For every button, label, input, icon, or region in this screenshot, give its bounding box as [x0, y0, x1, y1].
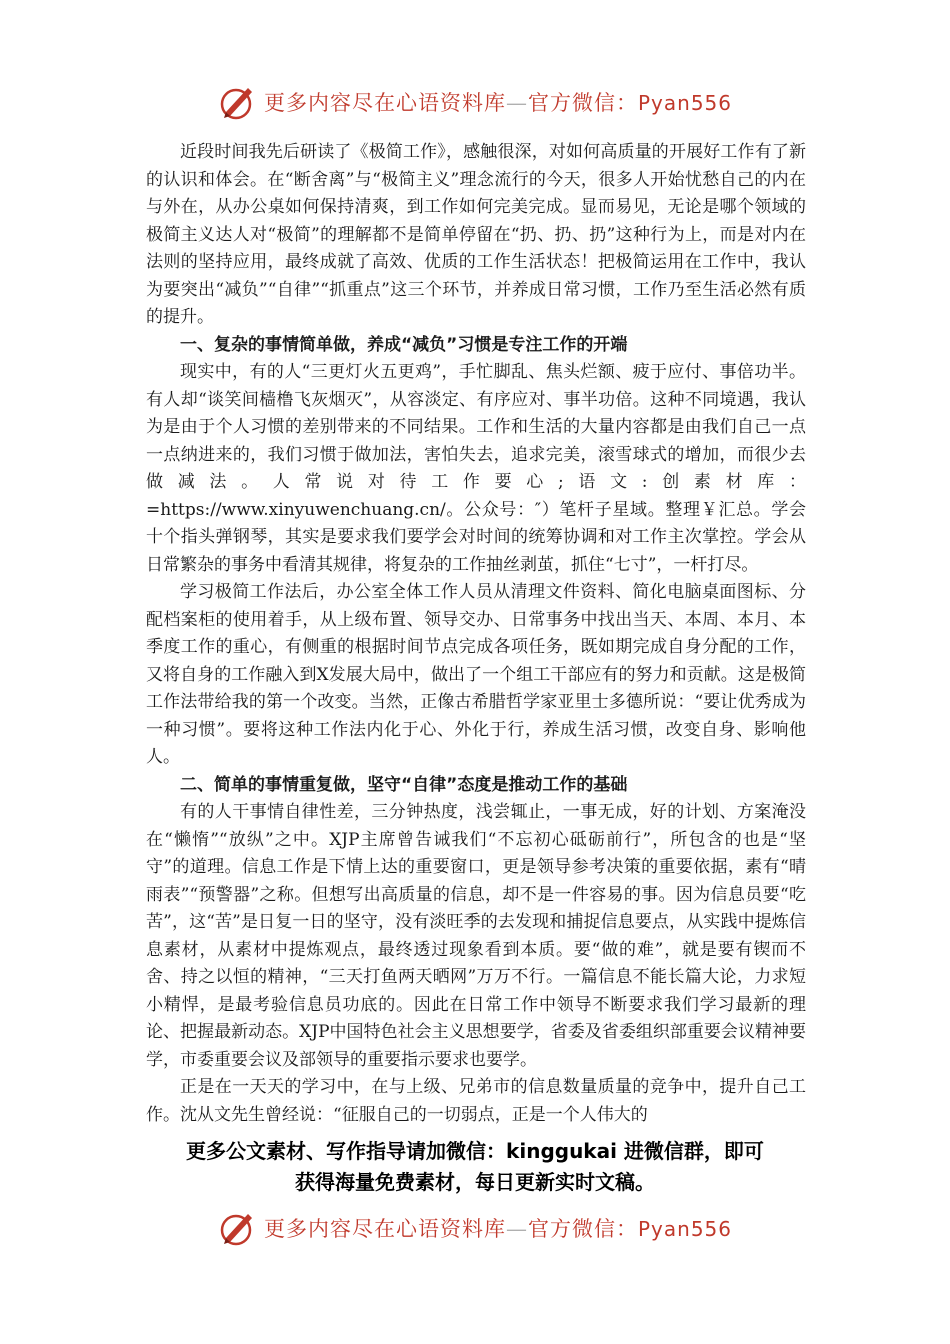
- header-banner: [0, 80, 950, 124]
- section-heading: 二、简单的事情重复做，坚守“自律”态度是推动工作的基础: [180, 774, 628, 795]
- footer-separator: —: [505, 1217, 528, 1241]
- footer-contact-id: Pyan556: [637, 1217, 732, 1241]
- promo-line-1: 更多公文素材、写作指导请加微信：kinggukai 进微信群，即可: [186, 1139, 764, 1163]
- banner-contact-id: Pyan556: [637, 91, 732, 115]
- footer-contact-prefix: 官方微信：: [527, 1217, 638, 1241]
- paragraph: 有的人干事情自律性差，三分钟热度，浅尝辄止，一事无成，好的计划、方案淹没在“懒惰”“放纵”之中。XJP主席曾告诫我们“不忘初心砥砺前行”，所包含的也是“坚守”的道理。信息工作是下情上达的重要窗口，更是领导参考决策的重要依据，素有“晴雨表”“预警器”之称。但想写出高质量的信息，却不是一件容易的事。因为信息员要“吃苦”，这“苦”是日复一日的坚守，没有淡旺季的去发现和捕捉信息要点，从实践中提炼信息素材，从素材中提炼观点，最终透过现象看到本质。要“做的难”，就是要有锲而不舍、持之以恒的精神，“三天打鱼两天晒网”万万不行。一篇信息不能长篇大论，力求短小精悍，是最考验信息员功底的。因此在日常工作中领导不断要求我们学习最新的理论、把握最新动态。XJP中国特色社会主义思想要学，省委及省委组织部重要会议精神要学，市委重要会议及部领导的重要指示要求也要学。: [146, 802, 806, 1070]
- footer-title: 更多内容尽在心语资料库: [263, 1217, 506, 1241]
- promo-line-2: 获得海量免费素材，每日更新实时文稿。: [295, 1170, 655, 1194]
- banner-separator: —: [505, 91, 528, 115]
- banner-title: 更多内容尽在心语资料库: [263, 91, 506, 115]
- paragraph: 现实中，有的人“三更灯火五更鸡”，手忙脚乱、焦头烂额、疲于应付、事倍功半。有人却“谈笑间樯橹飞灰烟灭”，从容淡定、有序应对、事半功倍。这种不同境遇，我认为是由于个人习惯的差别带来的不同结果。工作和生活的大量内容都是由我们自己一点一点纳进来的，我们习惯于做加法，害怕失去，追求完美，滚雪球式的增加，而很少去做减法。人常说对待工作要心;语文:创素材库：=https://www.xinyuwenchuang.cn/。公众号：″）笔杆子星域。整理￥汇总。学会十个指头弹钢琴，其实是要求我们要学会对时间的统筹协调和对工作主次掌控。学会从日常繁杂的事务中看清其规律，将复杂的工作抽丝剥茧，抓住“七寸”，一杆打尽。: [146, 362, 806, 575]
- paragraph: 近段时间我先后研读了《极简工作》，感触很深，对如何高质量的开展好工作有了新的认识和体会。在“断舍离”与“极简主义”理念流行的今天，很多人开始忧愁自己的内在与外在，从办公桌如何保持清爽，到工作如何完美完成。显而易见，无论是哪个领域的极简主义达人对“极简”的理解都不是简单停留在“扔、扔、扔”这种行为上，而是对内在法则的坚持应用，最终成就了高效、优质的工作生活状态！把极简运用在工作中，我认为要突出“减负”“自律”“抓重点”这三个环节，并养成日常习惯，工作乃至生活必然有质的提升。: [146, 142, 806, 327]
- article-body: [146, 139, 806, 1129]
- promo-notice: [130, 1136, 820, 1198]
- section-heading: 一、复杂的事情简单做，养成“减负”习惯是专注工作的开端: [180, 334, 628, 355]
- pen-nib-logo-icon: [218, 1208, 258, 1248]
- paragraph: 正是在一天天的学习中，在与上级、兄弟市的信息数量质量的竞争中，提升自己工作。沈从文先生曾经说：“征服自己的一切弱点，正是一个人伟大的: [146, 1077, 806, 1125]
- footer-banner: [0, 1206, 950, 1250]
- paragraph: 学习极简工作法后，办公室全体工作人员从清理文件资料、简化电脑桌面图标、分配档案柜的使用着手，从上级布置、领导交办、日常事务中找出当天、本周、本月、本季度工作的重心，有侧重的根据时间节点完成各项任务，既如期完成自身分配的工作，又将自身的工作融入到X发展大局中，做出了一个组工干部应有的努力和贡献。这是极简工作法带给我的第一个改变。当然，正像古希腊哲学家亚里士多德所说：“要让优秀成为一种习惯”。要将这种工作法内化于心、外化于行，养成生活习惯，改变自身、影响他人。: [146, 582, 806, 767]
- pen-nib-logo-icon: [218, 82, 258, 122]
- banner-contact-prefix: 官方微信：: [527, 91, 638, 115]
